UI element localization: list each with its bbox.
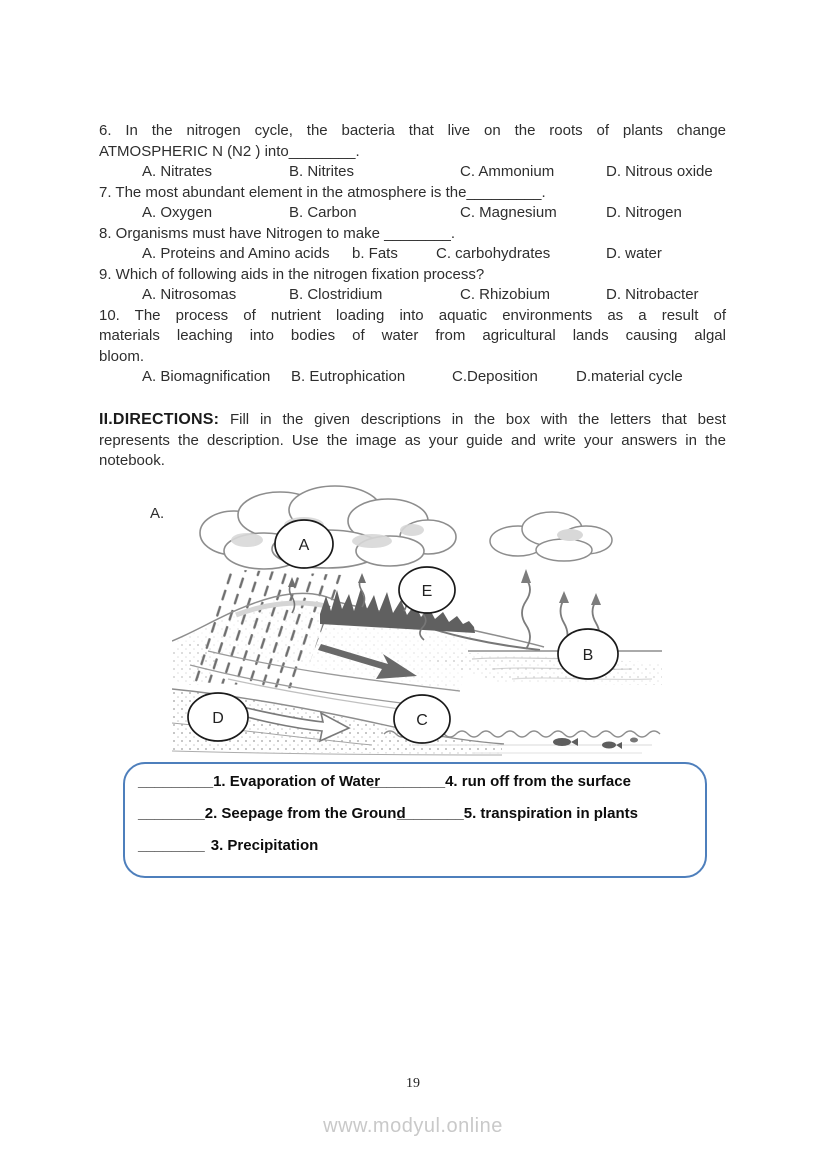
answer-box-item bbox=[370, 773, 631, 805]
callout-letter-d: D bbox=[212, 710, 224, 727]
question-options-row bbox=[99, 244, 726, 265]
fish bbox=[553, 738, 638, 750]
evaporation-arrowheads bbox=[521, 569, 601, 605]
watermark: www.modyul.online bbox=[323, 1115, 503, 1137]
answer-box-item bbox=[138, 773, 381, 805]
directions-line bbox=[99, 410, 726, 431]
answer-option: D. Nitrous oxide bbox=[606, 163, 713, 180]
answer-option: A. Nitrosomas bbox=[142, 286, 237, 303]
directions-text: Fill in the given descriptions in the box with the letters that best bbox=[229, 411, 726, 428]
question-stem-line: 9. Which of following aids in the nitrogen fixation process? bbox=[99, 265, 485, 283]
question-stem-line: bloom. bbox=[99, 347, 145, 365]
rain bbox=[184, 569, 342, 689]
question-stem-line: 6. In the nitrogen cycle, the bacteria that live on the roots of plants change bbox=[99, 122, 726, 139]
question-stem-line: materials leaching into bodies of water from agricultural lands causing algal bbox=[99, 327, 726, 344]
question-options-row bbox=[99, 367, 726, 388]
answer-box-item bbox=[397, 805, 638, 837]
answer-box-item bbox=[138, 837, 318, 869]
figure-item-label: A. bbox=[150, 505, 165, 522]
answer-option: C. Rhizobium bbox=[460, 286, 551, 303]
callout-letter-b: B bbox=[582, 647, 594, 664]
answer-option: A. Oxygen bbox=[142, 204, 213, 221]
answer-blank: ________ bbox=[138, 837, 205, 854]
question-options-row bbox=[99, 162, 726, 183]
answer-option: D. water bbox=[606, 245, 662, 262]
answer-option: D. Nitrobacter bbox=[606, 286, 699, 303]
answer-option: A. Proteins and Amino acids bbox=[142, 245, 330, 262]
answer-label: 3. Precipitation bbox=[210, 837, 319, 854]
answer-box-row bbox=[125, 805, 705, 837]
answer-option: B. Nitrites bbox=[289, 163, 355, 180]
answer-option: D. Nitrogen bbox=[606, 204, 682, 221]
quiz-questions bbox=[99, 121, 726, 388]
question-stem-line: 8. Organisms must have Nitrogen to make ________. bbox=[99, 224, 456, 242]
cloud-small bbox=[490, 512, 612, 561]
answer-box-item bbox=[138, 805, 406, 837]
question-stem-line: 10. The process of nutrient loading into aquatic environments as a result of bbox=[99, 306, 726, 324]
answer-box-row bbox=[125, 837, 705, 869]
answer-option: A. Biomagnification bbox=[142, 368, 271, 385]
answer-option: C. Magnesium bbox=[460, 204, 557, 221]
question-options-row bbox=[99, 203, 726, 224]
answer-option: B. Eutrophication bbox=[291, 368, 406, 385]
answer-label: 4. run off from the surface bbox=[445, 773, 631, 790]
answer-label: 5. transpiration in plants bbox=[463, 805, 638, 822]
answer-option: C. Ammonium bbox=[460, 163, 555, 180]
answer-blank: _________ bbox=[138, 773, 214, 790]
page-number: 19 bbox=[406, 1076, 420, 1091]
question-stem-line: ATMOSPHERIC N (N2 ) into________. bbox=[99, 142, 360, 160]
answer-box-row bbox=[125, 773, 705, 805]
cloud-small-shading bbox=[557, 529, 583, 541]
directions-section bbox=[99, 410, 726, 472]
answer-option: C. carbohydrates bbox=[436, 245, 551, 262]
directions-heading: II.DIRECTIONS: bbox=[99, 411, 220, 428]
answer-option: B. Clostridium bbox=[289, 286, 383, 303]
answer-option: b. Fats bbox=[352, 245, 398, 262]
directions-line: notebook. bbox=[99, 452, 165, 470]
answer-option: B. Carbon bbox=[289, 204, 357, 221]
answer-box-rows bbox=[125, 773, 705, 869]
answer-option: D.material cycle bbox=[576, 368, 683, 385]
water-cycle-diagram bbox=[172, 483, 662, 757]
callout-letter-e: E bbox=[421, 583, 433, 600]
question-stem-line: 7. The most abundant element in the atmosphere is the_________. bbox=[99, 183, 546, 201]
answer-label: 2. Seepage from the Ground bbox=[204, 805, 406, 822]
directions-line: represents the description. Use the image as your guide and write your answers in the bbox=[99, 431, 726, 449]
callout-letter-a: A bbox=[298, 537, 310, 554]
answer-option: C.Deposition bbox=[452, 368, 538, 385]
answer-option: A. Nitrates bbox=[142, 163, 213, 180]
callout-letter-c: C bbox=[416, 712, 428, 729]
answer-blank: ________ bbox=[397, 805, 464, 822]
answer-blank: _________ bbox=[370, 773, 446, 790]
answer-label: 1. Evaporation of Water bbox=[213, 773, 381, 790]
answer-blank: ________ bbox=[138, 805, 205, 822]
question-options-row bbox=[99, 285, 726, 306]
answer-box bbox=[123, 762, 707, 878]
